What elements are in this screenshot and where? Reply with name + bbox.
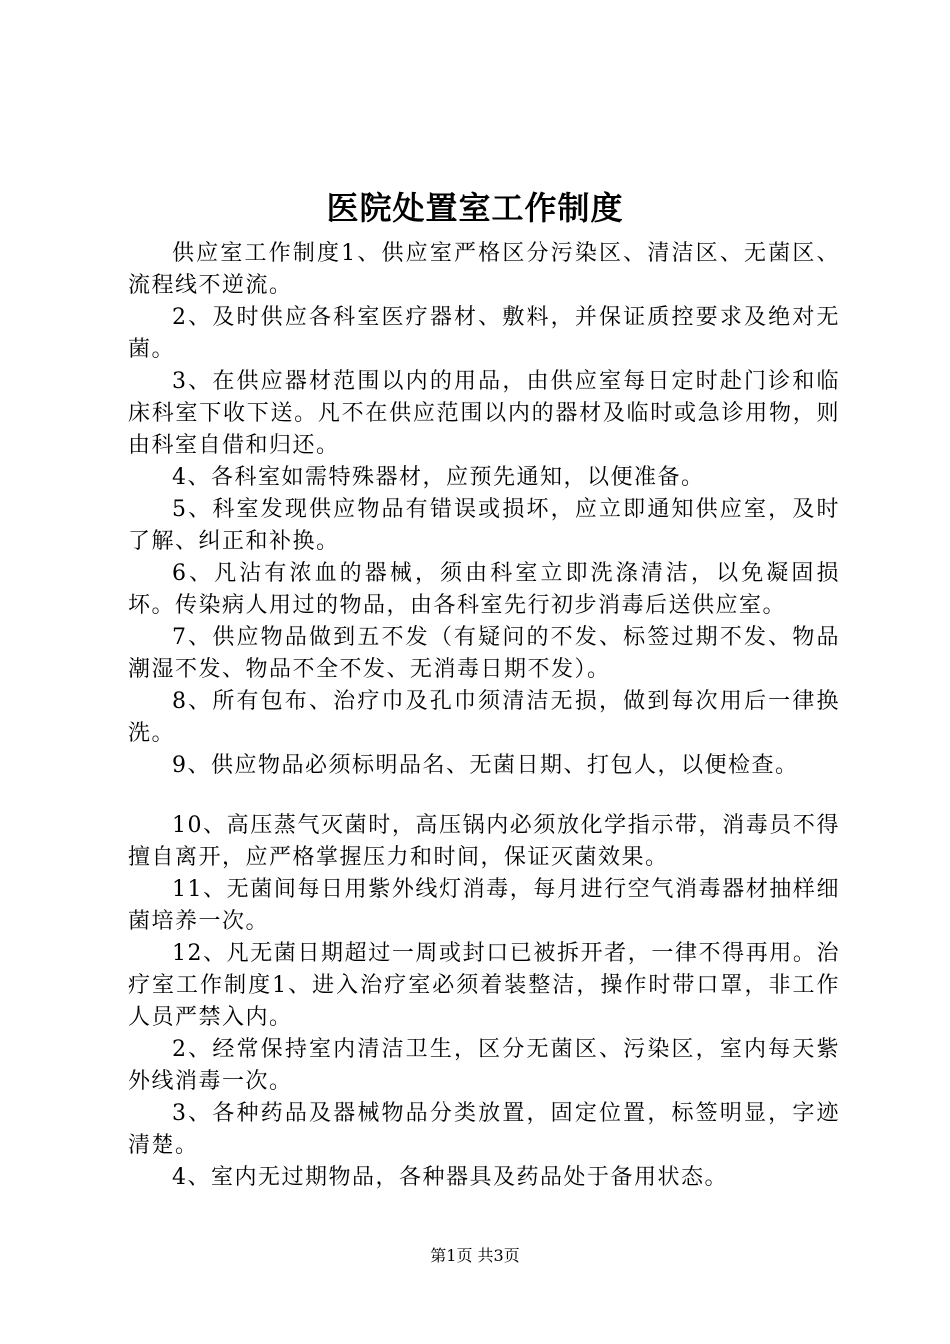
paragraph-15: 4、室内无过期物品，各种器具及药品处于备用状态。 xyxy=(172,1165,728,1190)
paragraph-4: 4、各科室如需特殊器材，应预先通知，以便准备。 xyxy=(172,465,705,490)
paragraph-11: 11、无菌间每日用紫外线灯消毒，每月进行空气消毒器材抽样细菌培养一次。 xyxy=(128,877,840,934)
paragraph-7: 7、供应物品做到五不发（有疑问的不发、标签过期不发、物品潮湿不发、物品不全不发、无消毒日期不发）。 xyxy=(128,625,840,682)
paragraph-13: 2、经常保持室内清洁卫生，区分无菌区、污染区，室内每天紫外线消毒一次。 xyxy=(128,1037,840,1094)
paragraph-5: 5、科室发现供应物品有错误或损坏，应立即通知供应室，及时了解、纠正和补换。 xyxy=(128,497,840,554)
paragraph-1: 供应室工作制度1、供应室严格区分污染区、清洁区、无菌区、流程线不逆流。 xyxy=(128,241,840,298)
page-footer: 第1页 共3页 xyxy=(430,1246,520,1265)
paragraph-6: 6、凡沾有浓血的器械，须由科室立即洗涤清洁，以免凝固损坏。传染病人用过的物品，由各科室先行初步消毒后送供应室。 xyxy=(128,561,840,618)
paragraph-2: 2、及时供应各科室医疗器材、敷料，并保证质控要求及绝对无菌。 xyxy=(128,305,840,362)
paragraph-8: 8、所有包布、治疗巾及孔巾须清洁无损，做到每次用后一律换洗。 xyxy=(128,689,840,746)
paragraph-3: 3、在供应器材范围以内的用品，由供应室每日定时赴门诊和临床科室下收下送。凡不在供应范围以内的器材及临时或急诊用物，则由科室自借和归还。 xyxy=(128,369,840,458)
paragraph-9: 9、供应物品必须标明品名、无菌日期、打包人，以便检查。 xyxy=(172,753,799,778)
paragraph-12: 12、凡无菌日期超过一周或封口已被拆开者，一律不得再用。治疗室工作制度1、进入治疗室必须着装整洁，操作时带口罩，非工作人员严禁入内。 xyxy=(128,941,840,1030)
document-body xyxy=(128,238,840,1194)
paragraph-14: 3、各种药品及器械物品分类放置，固定位置，标签明显，字迹清楚。 xyxy=(128,1101,840,1158)
page-title: 医院处置室工作制度 xyxy=(326,189,624,227)
paragraph-10: 10、高压蒸气灭菌时，高压锅内必须放化学指示带，消毒员不得擅自离开，应严格掌握压力和时间，保证灭菌效果。 xyxy=(128,813,840,870)
